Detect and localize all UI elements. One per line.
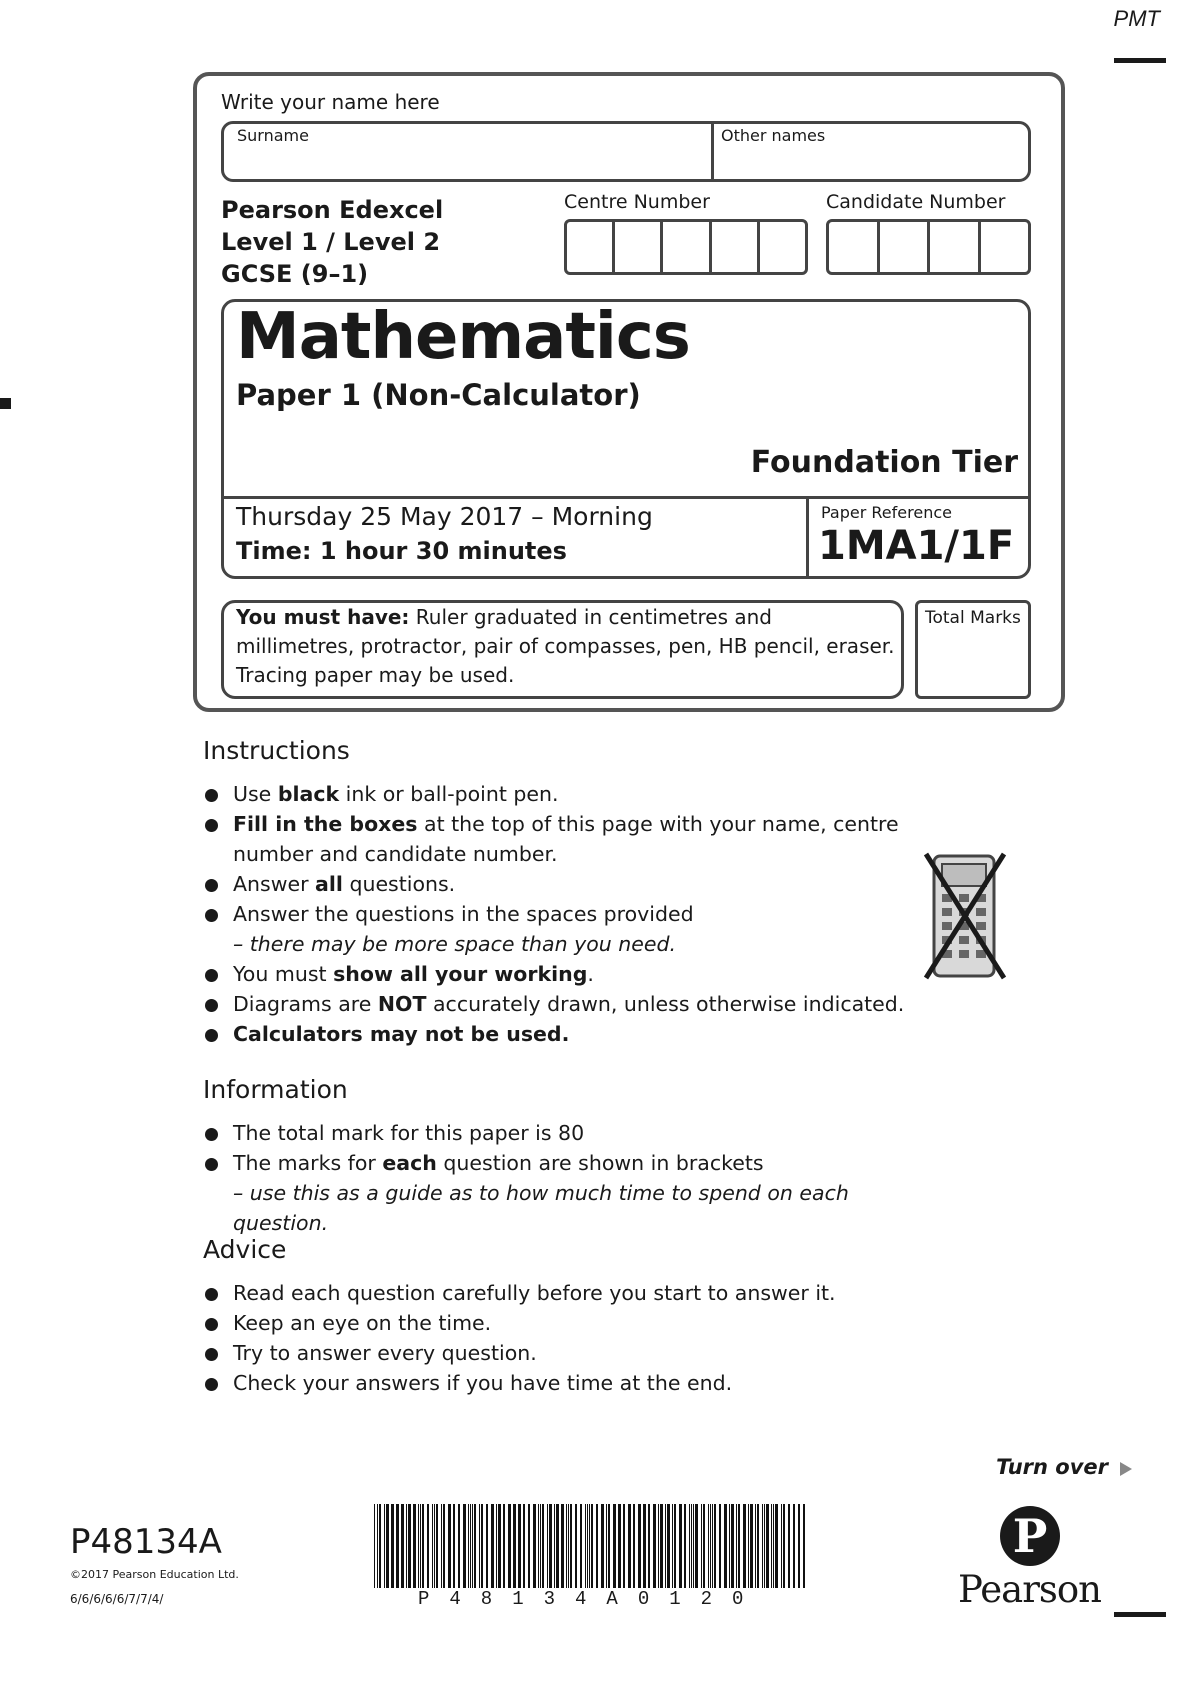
pmt-mark: PMT — [1113, 6, 1160, 31]
item-text: Keep an eye on the time. — [233, 1311, 492, 1335]
item-text: Answer the questions in the spaces provided — [233, 902, 694, 926]
list-item — [203, 1148, 923, 1238]
list-item — [203, 1338, 923, 1368]
barcode — [374, 1504, 806, 1588]
paper-title: Paper 1 (Non-Calculator) — [236, 378, 641, 412]
barcode-text: P48134A0120 — [418, 1588, 764, 1610]
item-text: The total mark for this paper is 80 — [233, 1121, 585, 1145]
exam-time: Time: 1 hour 30 minutes — [236, 537, 567, 565]
exam-date: Thursday 25 May 2017 – Morning — [236, 502, 653, 531]
list-item — [203, 869, 923, 899]
name-prompt: Write your name here — [221, 90, 440, 114]
other-names-field[interactable]: Other names — [721, 126, 826, 145]
item-text: Diagrams are — [233, 992, 378, 1016]
list-item — [203, 1019, 923, 1049]
name-box — [221, 121, 1031, 182]
registration-mark-bottom — [1114, 1612, 1166, 1617]
item-text: ink or ball-point pen. — [339, 782, 559, 806]
list-item — [203, 1118, 923, 1148]
item-note: – there may be more space than you need. — [233, 932, 677, 956]
list-item — [203, 1308, 923, 1338]
item-emphasis: NOT — [377, 992, 427, 1016]
crossed-out-calculator-icon — [922, 850, 1008, 982]
information-section — [203, 1075, 923, 1238]
board-qualification: GCSE (9–1) — [221, 260, 369, 288]
tier: Foundation Tier — [750, 445, 1018, 480]
item-text: question are shown in brackets — [436, 1151, 764, 1175]
list-item — [203, 959, 923, 989]
item-emphasis: Fill in the boxes — [233, 812, 418, 836]
list-item — [203, 1368, 923, 1398]
divider — [221, 496, 1031, 499]
paper-code: P48134A — [70, 1522, 222, 1562]
advice-heading: Advice — [203, 1235, 287, 1264]
item-text: questions. — [342, 872, 456, 896]
item-text: The marks for — [233, 1151, 383, 1175]
information-heading: Information — [203, 1075, 348, 1104]
subject-title: Mathematics — [236, 300, 690, 374]
candidate-number-field[interactable] — [826, 219, 1031, 275]
list-item — [203, 899, 923, 959]
must-have-bold: You must have: — [236, 605, 410, 629]
list-item — [203, 779, 923, 809]
item-text: Answer — [233, 872, 316, 896]
registration-mark-top — [1114, 58, 1166, 63]
paper-reference-label: Paper Reference — [821, 503, 952, 522]
instructions-heading: Instructions — [203, 736, 350, 765]
version-code: 6/6/6/6/6/7/7/4/ — [70, 1592, 164, 1606]
advice-list — [203, 1278, 923, 1398]
paper-reference: 1MA1/1F — [818, 523, 1015, 569]
turn-over-label: Turn over — [996, 1455, 1108, 1479]
board-name: Pearson Edexcel — [221, 196, 444, 224]
advice-section — [203, 1235, 923, 1398]
exam-board — [221, 194, 443, 290]
item-note: – use this as a guide as to how much time to spend on each question. — [233, 1181, 849, 1235]
item-text: Check your answers if you have time at the end. — [233, 1371, 733, 1395]
turn-over-arrow-icon — [1118, 1460, 1134, 1478]
item-text: . — [587, 962, 594, 986]
list-item — [203, 809, 923, 869]
total-marks-label: Total Marks — [925, 608, 1021, 628]
publisher-name: Pearson — [958, 1568, 1101, 1611]
must-have-body: Ruler graduated in centimetres and millimetres, protractor, pair of compasses, pen, HB pencil, eraser. Tracing paper may be used. — [236, 605, 895, 687]
list-item — [203, 989, 923, 1019]
item-emphasis: each — [382, 1151, 437, 1175]
registration-mark-left — [0, 398, 11, 409]
information-list — [203, 1118, 923, 1238]
instructions-list — [203, 779, 923, 1049]
item-text: accurately drawn, unless otherwise indicated. — [426, 992, 905, 1016]
item-emphasis: Calculators may not be used. — [233, 1022, 570, 1046]
copyright: ©2017 Pearson Education Ltd. — [70, 1568, 239, 1581]
item-text: at the top of this page with your name, centre number and candidate number. — [233, 812, 899, 866]
pearson-logo-glyph: P — [1012, 1509, 1048, 1563]
surname-field[interactable]: Surname — [237, 126, 309, 145]
item-emphasis: show all your working — [333, 962, 588, 986]
item-text: Try to answer every question. — [233, 1341, 537, 1365]
list-item — [203, 1278, 923, 1308]
item-emphasis: all — [315, 872, 343, 896]
name-divider — [711, 121, 714, 182]
item-text: Use — [233, 782, 278, 806]
item-emphasis: black — [277, 782, 340, 806]
candidate-number-label: Candidate Number — [826, 191, 1006, 213]
item-text: Read each question carefully before you start to answer it. — [233, 1281, 836, 1305]
centre-number-label: Centre Number — [564, 191, 710, 213]
item-text: You must — [233, 962, 334, 986]
instructions-section — [203, 736, 923, 1049]
divider-vertical — [806, 496, 809, 579]
centre-number-field[interactable] — [564, 219, 808, 275]
board-level: Level 1 / Level 2 — [221, 228, 441, 256]
must-have-text — [236, 603, 896, 690]
